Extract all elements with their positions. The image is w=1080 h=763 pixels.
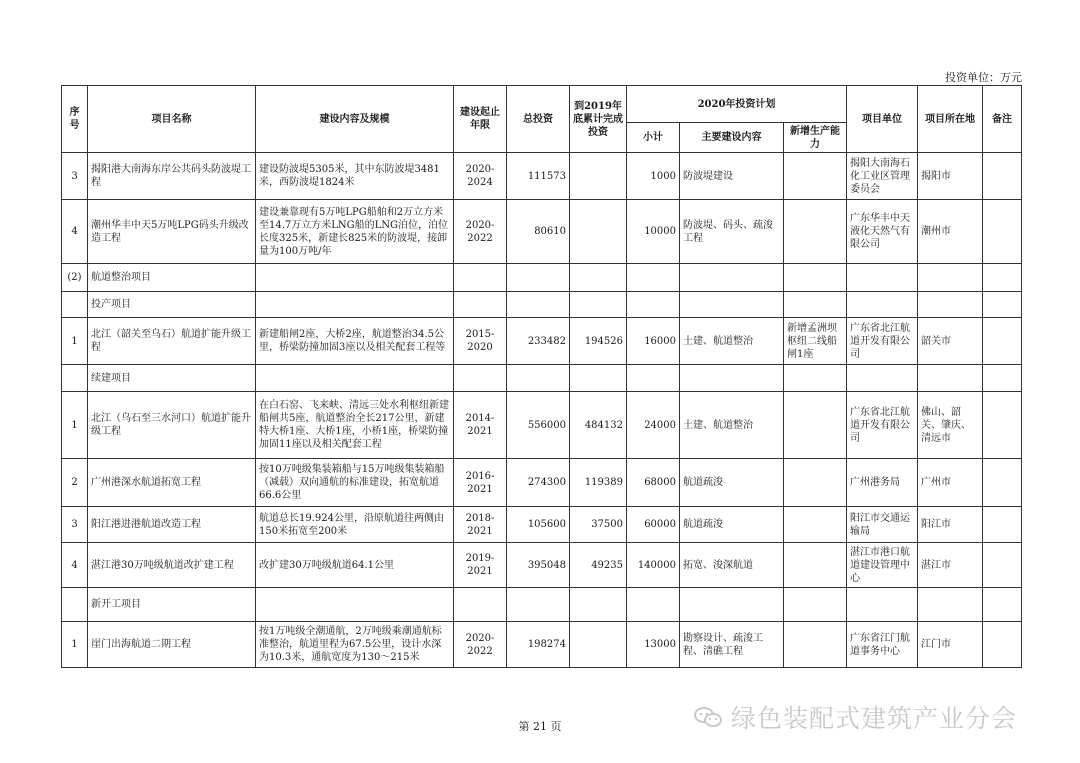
section-seq: (2) [62, 264, 88, 292]
cell-period: 2020-2022 [454, 622, 507, 668]
subsection-row [62, 292, 1022, 318]
page-number: 第 21 页 [518, 720, 562, 733]
cell-content: 航道疏浚 [680, 507, 784, 543]
cell-location: 阳江市 [918, 507, 983, 543]
cell-unit: 广东华丰中天液化天然气有限公司 [847, 200, 918, 264]
cell-scope: 按10万吨级集装箱船与15万吨级集装箱船（减载）双向通航的标准建设，拓宽航道66.6公里 [256, 459, 454, 507]
cell-note [983, 153, 1022, 200]
cell-content: 防波堤、码头、疏浚工程 [680, 200, 784, 264]
cell-subtotal: 140000 [627, 543, 680, 588]
table-row [62, 392, 1022, 459]
cell-total: 556000 [507, 392, 570, 459]
header-seq: 序号 [62, 86, 88, 153]
table-row [62, 200, 1022, 264]
table-row [62, 459, 1022, 507]
cell-name: 阳江港进港航道改造工程 [88, 507, 256, 543]
table-row [62, 543, 1022, 588]
cell-scope: 建设兼靠现有5万吨LPG船舶和2万立方米至14.7万立方米LNG船的LNG泊位，泊位长度325米，新建长825米的防波堤，接卸量为100万吨/年 [256, 200, 454, 264]
table-row [62, 153, 1022, 200]
cell-content: 土建、航道整治 [680, 392, 784, 459]
cell-capacity [784, 543, 847, 588]
header-note: 备注 [983, 86, 1022, 153]
table-row [62, 318, 1022, 365]
cell-subtotal: 24000 [627, 392, 680, 459]
header-cum2019: 到2019年底累计完成投资 [570, 86, 627, 153]
cell-capacity [784, 153, 847, 200]
cell-note [983, 392, 1022, 459]
cell-note [983, 200, 1022, 264]
header-location: 项目所在地 [918, 86, 983, 153]
cell-subtotal: 60000 [627, 507, 680, 543]
cell-total: 198274 [507, 622, 570, 668]
section-row [62, 264, 1022, 292]
subsection-title: 续建项目 [88, 365, 256, 392]
header-plan2020: 2020年投资计划 [627, 86, 847, 123]
cell-unit: 广东省北江航道开发有限公司 [847, 318, 918, 365]
cell-cum [570, 153, 627, 200]
header-period: 建设起止年限 [454, 86, 507, 153]
cell-name: 潮州华丰中天5万吨LPG码头升级改造工程 [88, 200, 256, 264]
cell-content: 勘察设计、疏浚工程、清礁工程 [680, 622, 784, 668]
investment-table [61, 85, 1022, 668]
cell-period: 2020-2022 [454, 200, 507, 264]
cell-content: 拓宽、浚深航道 [680, 543, 784, 588]
cell-unit: 广东省江门航道事务中心 [847, 622, 918, 668]
subsection-title: 投产项目 [88, 292, 256, 318]
cell-seq: 1 [62, 622, 88, 668]
cell-subtotal: 68000 [627, 459, 680, 507]
header-unit: 项目单位 [847, 86, 918, 153]
cell-name: 崖门出海航道二期工程 [88, 622, 256, 668]
cell-subtotal: 16000 [627, 318, 680, 365]
cell-capacity [784, 459, 847, 507]
cell-location: 广州市 [918, 459, 983, 507]
cell-capacity [784, 200, 847, 264]
cell-cum [570, 200, 627, 264]
cell-cum: 194526 [570, 318, 627, 365]
cell-total: 105600 [507, 507, 570, 543]
cell-unit: 阳江市交通运输局 [847, 507, 918, 543]
cell-note [983, 543, 1022, 588]
cell-cum: 37500 [570, 507, 627, 543]
cell-total: 395048 [507, 543, 570, 588]
cell-period: 2014-2021 [454, 392, 507, 459]
cell-seq: 1 [62, 392, 88, 459]
cell-total: 274300 [507, 459, 570, 507]
cell-subtotal: 1000 [627, 153, 680, 200]
cell-scope: 改扩建30万吨级航道64.1公里 [256, 543, 454, 588]
cell-period: 2015-2020 [454, 318, 507, 365]
table-row [62, 507, 1022, 543]
watermark-text: 绿色装配式建筑产业分会 [731, 704, 1018, 733]
header-total: 总投资 [507, 86, 570, 153]
header-subtotal: 小计 [627, 123, 680, 153]
header-main-content: 主要建设内容 [680, 123, 784, 153]
cell-scope: 建设防波堤5305米，其中东防波堤3481米，西防波堤1824米 [256, 153, 454, 200]
cell-period: 2020-2024 [454, 153, 507, 200]
cell-seq: 2 [62, 459, 88, 507]
cell-scope: 航道总长19.924公里，沿原航道往两侧由150米拓宽至200米 [256, 507, 454, 543]
cell-content: 土建、航道整治 [680, 318, 784, 365]
cell-name: 广州港深水航道拓宽工程 [88, 459, 256, 507]
cell-cum: 49235 [570, 543, 627, 588]
cell-location: 湛江市 [918, 543, 983, 588]
subsection-row [62, 365, 1022, 392]
cell-seq: 4 [62, 200, 88, 264]
cell-period: 2016-2021 [454, 459, 507, 507]
cell-name: 北江（韶关至乌石）航道扩能升级工程 [88, 318, 256, 365]
header-name: 项目名称 [88, 86, 256, 153]
cell-capacity: 新增孟洲坝枢纽二线船闸1座 [784, 318, 847, 365]
cell-scope: 按1万吨级全潮通航，2万吨级乘潮通航标准整治，航道里程为67.5公里，设计水深为10.3米，通航宽度为130～215米 [256, 622, 454, 668]
cell-location: 潮州市 [918, 200, 983, 264]
cell-capacity [784, 622, 847, 668]
cell-name: 湛江港30万吨级航道改扩建工程 [88, 543, 256, 588]
cell-content: 防波堤建设 [680, 153, 784, 200]
investment-unit-label: 投资单位：万元 [945, 71, 1022, 84]
cell-unit: 湛江市港口航道建设管理中心 [847, 543, 918, 588]
section-title: 航道整治项目 [88, 264, 256, 292]
cell-note [983, 507, 1022, 543]
subsection-title: 新开工项目 [88, 588, 256, 622]
cell-unit: 广东省北江航道开发有限公司 [847, 392, 918, 459]
cell-capacity [784, 392, 847, 459]
cell-subtotal: 13000 [627, 622, 680, 668]
cell-location: 韶关市 [918, 318, 983, 365]
cell-cum [570, 622, 627, 668]
table-row [62, 622, 1022, 668]
cell-note [983, 318, 1022, 365]
cell-total: 80610 [507, 200, 570, 264]
cell-note [983, 459, 1022, 507]
cell-period: 2019-2021 [454, 543, 507, 588]
cell-capacity [784, 507, 847, 543]
cell-seq: 3 [62, 507, 88, 543]
cell-unit: 揭阳大南海石化工业区管理委员会 [847, 153, 918, 200]
cell-seq: 3 [62, 153, 88, 200]
cell-subtotal: 10000 [627, 200, 680, 264]
header-new-capacity: 新增生产能力 [784, 123, 847, 153]
cell-period: 2018-2021 [454, 507, 507, 543]
cell-content: 航道疏浚 [680, 459, 784, 507]
cell-location: 揭阳市 [918, 153, 983, 200]
cell-total: 233482 [507, 318, 570, 365]
cell-total: 111573 [507, 153, 570, 200]
cell-location: 江门市 [918, 622, 983, 668]
watermark [693, 699, 1017, 735]
cell-cum: 119389 [570, 459, 627, 507]
cell-scope: 在白石窑、飞来峡、清远三处水利枢纽新建船闸共5座，航道整治全长217公里，新建特大桥1座、大桥1座，小桥1座，桥梁防撞加固11座以及相关配套工程 [256, 392, 454, 459]
cell-note [983, 622, 1022, 668]
cell-seq: 1 [62, 318, 88, 365]
subsection-row [62, 588, 1022, 622]
cell-seq: 4 [62, 543, 88, 588]
cell-scope: 新建船闸2座，大桥2座，航道整治34.5公里，桥梁防撞加固3座以及相关配套工程等 [256, 318, 454, 365]
cell-location: 佛山、韶关、肇庆、清远市 [918, 392, 983, 459]
cell-unit: 广州港务局 [847, 459, 918, 507]
cell-cum: 484132 [570, 392, 627, 459]
wechat-icon [693, 706, 723, 728]
cell-name: 北江（乌石至三水河口）航道扩能升级工程 [88, 392, 256, 459]
cell-name: 揭阳港大南海东岸公共码头防波堤工程 [88, 153, 256, 200]
header-scope: 建设内容及规模 [256, 86, 454, 153]
